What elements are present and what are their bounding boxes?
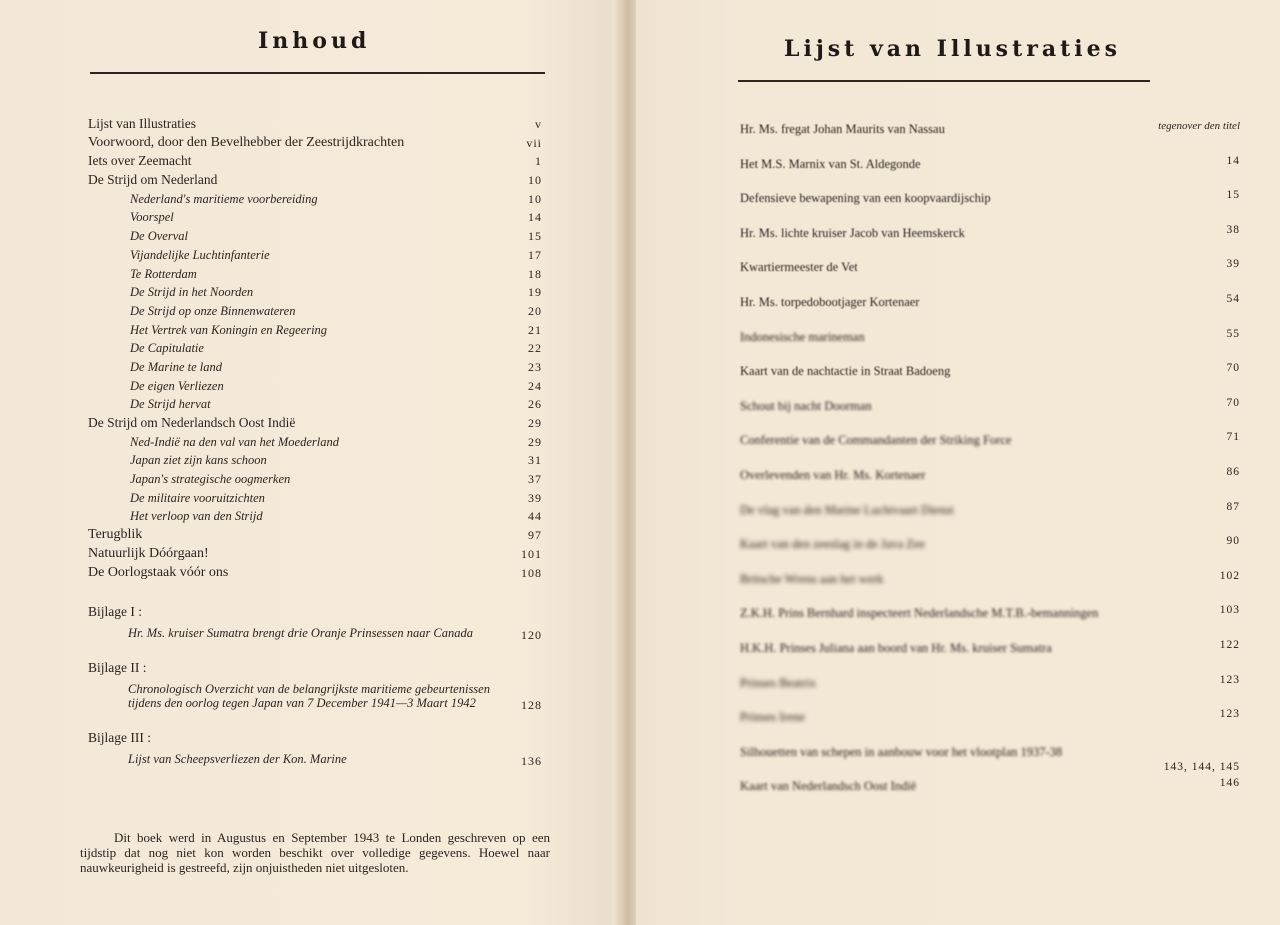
appendix-page: 128 [521,698,542,712]
toc-page: 1 [535,154,542,169]
illustration-page: 123 [1219,673,1240,686]
toc-page: 44 [528,509,542,524]
illustration-label: Kaart van de nachtactie in Straat Badoeng [740,364,951,379]
footnote: Dit boek werd in Augustus en September 1943 te Londen geschreven op een tijdstip dat nog niet kon worden beschikt over volledige gegevens. Hoewel naar nauwkeurigheid is gestreefd, zijn onjuistheden niet uitgesloten. [80,830,550,875]
title-rule [738,80,1150,82]
toc-row [88,265,548,284]
toc-label: De Strijd hervat [130,397,211,412]
toc-row [88,171,548,190]
toc-label: De Capitulatie [130,341,204,356]
illustration-label: Kaart van den zeeslag in de Java Zee [740,537,925,552]
list-item [740,326,1240,361]
toc-label: Voorspel [130,210,174,225]
right-page [636,0,1280,925]
toc-page: 22 [528,341,542,356]
illustration-label: Kwartiermeester de Vet [740,260,858,275]
illustration-label: Hr. Ms. torpedobootjager Kortenaer [740,294,920,309]
toc-label: Iets over Zeemacht [88,153,192,169]
illustration-label: Het M.S. Marnix van St. Aldegonde [740,156,921,171]
illustrations-title: Lijst van Illustraties [784,36,1121,62]
toc-page: 37 [528,472,542,487]
toc-row [88,190,548,209]
illustration-label: Kaart van Nederlandsch Oost Indië [740,779,917,794]
toc-page: 17 [528,247,542,262]
toc-row [88,246,548,265]
appendix-desc: Chronologisch Overzicht van de belangrijkste maritieme gebeurtenissen tijdens den oorlog tegen Japan van 7 December 1941—3 Maart 1942 [128,682,490,710]
appendix-label: Bijlage III : [88,730,151,745]
toc-row [88,339,548,358]
list-item [740,602,1240,637]
illustration-label: H.K.H. Prinses Juliana aan boord van Hr. Ms. kruiser Sumatra [740,640,1052,655]
toc-row [88,283,548,302]
toc-page: 108 [521,565,542,580]
list-item [740,256,1240,291]
list-item [740,395,1240,430]
illustration-page: 70 [1226,362,1240,375]
toc-label: De Strijd op onze Binnenwateren [130,303,296,318]
toc-row [88,358,548,377]
illustration-label: Prinses Beatrix [740,675,817,690]
toc-label: Lijst van Illustraties [88,116,196,131]
toc-page: 31 [528,453,542,468]
list-item [740,429,1240,464]
illustration-page: 38 [1226,223,1240,236]
toc-label: Voorwoord, door den Bevelhebber der Zeestrijdkrachten [88,134,405,150]
list-item [740,568,1240,603]
illustration-page: 14 [1226,154,1240,167]
illustration-page: 146 [1219,777,1240,790]
toc-page: 26 [528,397,542,412]
list-item [740,499,1240,534]
illustration-page: 70 [1226,396,1240,409]
list-item [740,741,1240,776]
appendix-page: 136 [521,754,542,768]
illustration-page: 55 [1226,327,1240,340]
illustration-label: Hr. Ms. fregat Johan Maurits van Nassau [740,122,945,136]
toc-row [88,152,548,171]
illustration-page: 122 [1219,638,1240,651]
toc-label: Te Rotterdam [130,266,197,281]
left-page [0,0,618,925]
toc-row [88,414,548,433]
illustration-page: 86 [1226,465,1240,478]
illustration-label: Silhouetten van schepen in aanbouw voor het vlootplan 1937-38 [740,744,1063,759]
toc-page: 23 [528,359,542,374]
toc-label: Natuurlijk Dóórgaan! [88,545,209,561]
toc-row [88,451,548,470]
illustration-page: 90 [1226,535,1240,548]
toc-row [88,227,548,246]
list-item [740,706,1240,741]
list-item [740,464,1240,499]
toc-row [88,321,548,340]
illustration-label: Schout bij nacht Doorman [740,398,872,413]
toc-label: De Strijd om Nederland [88,172,218,188]
toc-label: De Marine te land [130,359,222,374]
toc-row [88,526,548,545]
toc-row [88,377,548,396]
list-item [740,533,1240,568]
illustration-label: Indonesische marineman [740,329,865,344]
toc-page: 29 [528,416,542,430]
toc-page: 39 [528,490,542,505]
appendix-desc: Lijst van Scheepsverliezen der Kon. Marine [128,752,347,766]
toc-row [88,115,548,134]
illustration-page: 103 [1219,604,1240,617]
toc-label: De Overval [130,229,188,244]
illustrations-list [740,118,1240,810]
toc-row [88,564,548,583]
toc-row [88,302,548,321]
toc-label: De militaire vooruitzichten [130,490,265,505]
contents-title: Inhoud [258,28,371,54]
toc-label: Terugblik [88,527,143,543]
toc-row [88,507,548,526]
list-item [740,775,1240,810]
toc-row [88,489,548,508]
appendix-page: 120 [521,628,542,642]
illustration-label: Defensieve bewapening van een koopvaardijschip [740,191,991,206]
toc-page: 97 [528,528,542,543]
appendix-label: Bijlage II : [88,660,147,675]
illustration-page: 71 [1226,431,1240,444]
appendix-label: Bijlage I : [88,604,142,619]
toc-page: 10 [528,173,542,188]
toc-label: Ned-Indië na den val van het Moederland [130,434,339,449]
toc-page: 19 [528,285,542,300]
toc-page: 24 [528,378,542,393]
title-rule [90,72,545,74]
illustration-label: De vlag van den Marine Luchtvaart Dienst [740,502,954,517]
illustration-label: Hr. Ms. lichte kruiser Jacob van Heemskerck [740,225,965,240]
toc-row [88,208,548,227]
toc-label: Nederland's maritieme voorbereiding [130,191,318,206]
toc-row [88,395,548,414]
illustration-label: Z.K.H. Prins Bernhard inspecteert Nederlandsche M.T.B.-bemanningen [740,606,1099,621]
toc-label: Japan ziet zijn kans schoon [130,453,267,468]
illustration-label: Prinses Irene [740,710,805,725]
list-item [740,360,1240,395]
list-item [740,222,1240,257]
list-item [740,672,1240,707]
list-item [740,291,1240,326]
toc-page: 21 [528,322,542,337]
illustration-label: Overlevenden van Hr. Ms. Kortenaer [740,467,926,482]
illustration-label: Conferentie van de Commandanten der Striking Force [740,433,1012,448]
illustration-page: 39 [1226,258,1240,271]
toc-label: De eigen Verliezen [130,378,224,393]
illustration-page: tegenover den titel [1158,120,1240,132]
toc-label: Het verloop van den Strijd [130,509,263,524]
toc-page: 20 [528,303,542,318]
toc-label: De Strijd in het Noorden [130,285,254,300]
toc-row [88,433,548,452]
list-item [740,153,1240,188]
list-item [740,637,1240,672]
illustration-page: 102 [1219,569,1240,582]
toc-row [88,134,548,153]
toc-page: vii [526,135,542,150]
toc-label: De Oorlogstaak vóór ons [88,564,229,580]
list-item [740,118,1240,153]
illustration-page: 54 [1226,292,1240,305]
illustration-pages-extra: 143, 144, 145 [1163,760,1240,773]
toc-page: 101 [521,546,542,561]
toc-label: De Strijd om Nederlandsch Oost Indië [88,415,296,430]
illustration-page: 87 [1226,500,1240,513]
illustration-page: 15 [1226,189,1240,202]
toc-page: 29 [528,434,542,449]
toc-page: v [535,117,542,131]
toc-page: 10 [528,191,542,206]
toc-page: 18 [528,266,542,281]
illustration-label: Britsche Wrens aan het werk [740,571,884,586]
illustration-page: 123 [1219,708,1240,721]
toc-label: Japan's strategische oogmerken [130,472,291,487]
table-of-contents [88,115,548,582]
toc-label: Het Vertrek van Koningin en Regeering [130,322,328,337]
toc-row [88,545,548,564]
toc-row [88,470,548,489]
list-item [740,187,1240,222]
toc-label: Vijandelijke Luchtinfanterie [130,247,270,262]
toc-page: 15 [528,229,542,244]
toc-page: 14 [528,210,542,225]
appendix-desc: Hr. Ms. kruiser Sumatra brengt drie Oranje Prinsessen naar Canada [128,626,474,640]
